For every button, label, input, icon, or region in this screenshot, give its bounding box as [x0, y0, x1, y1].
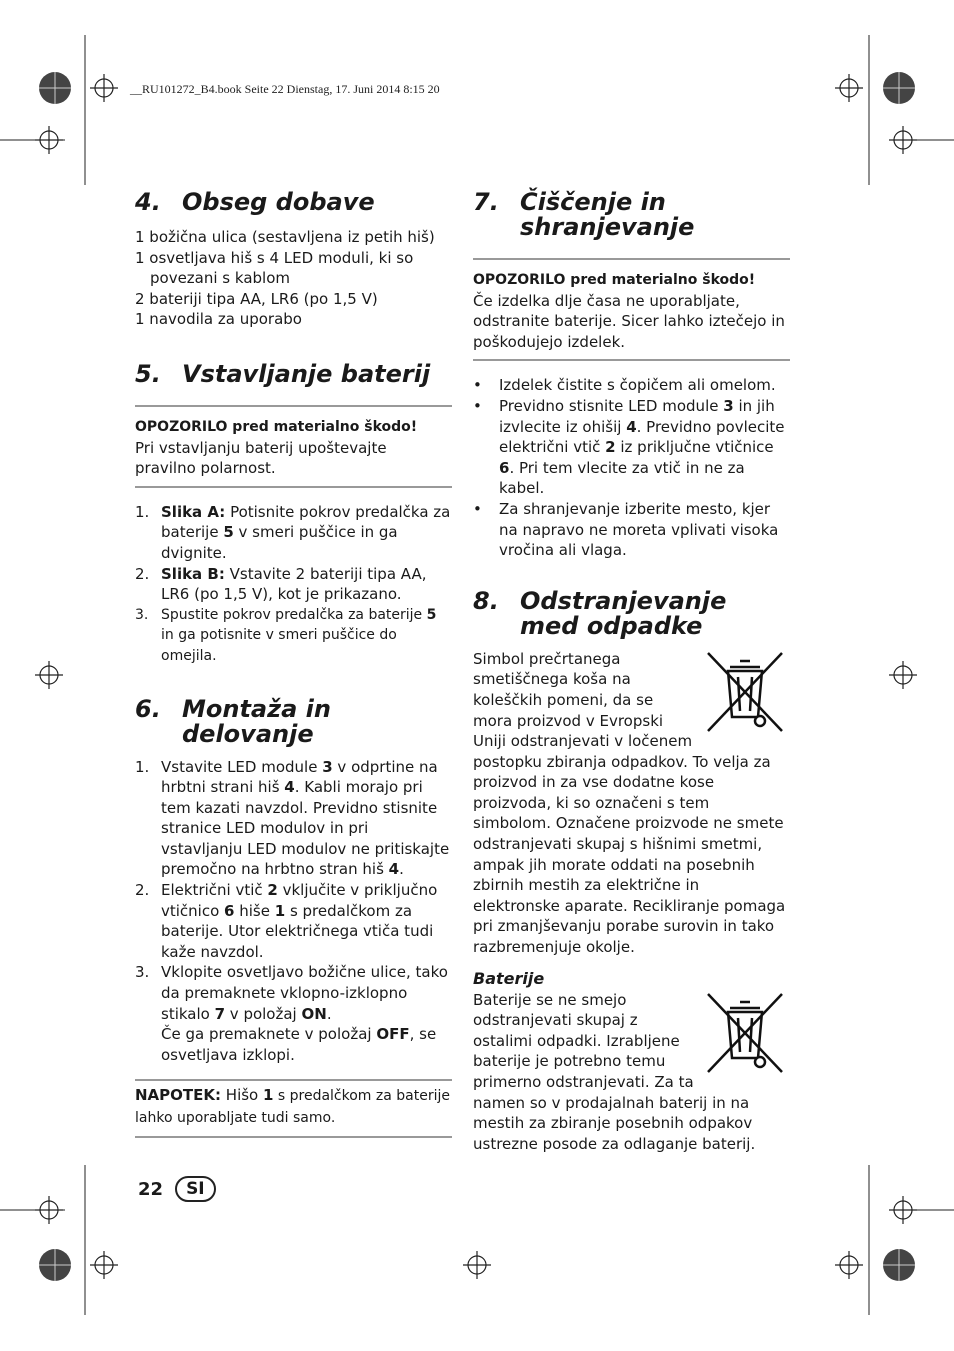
section-5-heading: 5. Vstavljanje baterij: [135, 359, 431, 388]
section-6-heading: 6. Montaža in delovanje: [135, 694, 331, 748]
list-item: • Izdelek čistite s čopičem ali omelom.: [473, 376, 776, 395]
warning-title: OPOZORILO pred materialno škodo!: [135, 418, 418, 435]
section-7-heading: 7. Čiščenje in shranjevanje: [473, 188, 695, 241]
section-4-heading: 4. Obseg dobave: [135, 188, 375, 216]
print-header: __RU101272_B4.book Seite 22 Dienstag, 17. Juni 2014 8:15 20: [130, 82, 440, 96]
right-column: [473, 190, 790, 1154]
list-item: 1. Slika A: Potisnite pokrov predalčka za baterije 5 v smeri puščice in ga dvignite.: [135, 502, 451, 562]
list-item: 2 bateriji tipa AA, LR6 (po 1,5 V): [135, 289, 378, 308]
page-footer: [138, 1176, 216, 1202]
list-item: 1. Vstavite LED module 3 v odprtine na hrbtni strani hiš 4. Kabli morajo pri tem kazati navzdol. Previdno stisnite stranice LED modulov in pri vstavljanju LED modulov ne pritiskajte premočno na hrbtno stran hiš 4.: [135, 757, 450, 879]
note-box: NAPOTEK: Hišo 1 s predalčkom za baterije lahko uporabljate tudi samo.: [135, 1079, 452, 1137]
list-item: • Previdno stisnite LED module 3 in jih izvlecite iz ohišij 4. Previdno povlecite električni vtič 2 iz priključne vtičnice 6. Pri tem vlecite za vtič in ne za kabel.: [473, 396, 785, 498]
warning-text: Če izdelka dlje časa ne uporabljate, odstranite baterije. Sicer lahko iztečejo in poškodujejo izdelek.: [473, 291, 785, 351]
list-item: 1 navodila za uporabo: [135, 310, 302, 329]
disposal-text: Simbol prečrtanega smetiščnega koša na koleščkih pomeni, da se mora proizvod v Evropski Uniji odstranjevati v ločenem postopku zbiranja odpadkov. To velja za proizvod in za vse dodatne kose proizvoda, ki so označeni s tem simbolom. Označene proizvode ne smete odstranjevati skupaj s hišnimi smetmi, ampak jih morate oddati na posebnih zbirnih mestih za električne in elektronske aparate. Recikliranje pomaga pri zmanjševanju porabe surovin in tako razbremenjuje okolje.: [473, 649, 786, 957]
language-badge: SI: [175, 1176, 216, 1202]
left-column: [135, 190, 452, 1138]
list-item: 3. Vklopite osvetljavo božične ulice, tako da premaknete vklopno-izklopno stikalo 7 v položaj ON. Če ga premaknete v položaj OFF, se osvetljava izklopi.: [135, 963, 448, 1064]
list-item: 2. Slika B: Vstavite 2 bateriji tipa AA, LR6 (po 1,5 V), kot je prikazano.: [135, 564, 427, 604]
crossed-bin-icon: [702, 649, 788, 735]
warning-box: [473, 258, 790, 361]
list-item: • Za shranjevanje izberite mesto, kjer na napravo ne moreta vplivati visoka vročina ali vlaga.: [473, 499, 779, 560]
batteries-text: Baterije se ne smejo odstranjevati skupaj z ostalimi odpadki. Izrabljene baterije je potrebno temu primerno odstranjevati. Za ta namen so v prodajalnah baterij in na mestih za zbiranje posebnih odpakov ustrezne posode za odlaganje baterij.: [473, 990, 756, 1153]
list-item: 2. Električni vtič 2 vključite v priključno vtičnico 6 hiše 1 s predalčkom za baterije. Utor električnega vtiča tudi kaže navzdol.: [135, 881, 438, 961]
page-number: 22: [138, 1178, 164, 1200]
crossed-bin-icon: [702, 990, 788, 1076]
batteries-subheading: Baterije: [473, 968, 545, 988]
warning-text: Pri vstavljanju baterij upoštevajte pravilno polarnost.: [135, 438, 387, 478]
list-item: 3. Spustite pokrov predalčka za baterije 5 in ga potisnite v smeri puščice do omejila.: [135, 606, 437, 664]
list-item: 1 božična ulica (sestavljena iz petih hiš): [135, 228, 435, 246]
section-8-heading: 8. Odstranjevanje med odpadke: [473, 586, 727, 640]
warning-box: [135, 405, 452, 488]
warning-title: OPOZORILO pred materialno škodo!: [473, 272, 756, 288]
list-item: 1 osvetljava hiš s 4 LED moduli, ki so povezani s kablom: [135, 248, 414, 288]
